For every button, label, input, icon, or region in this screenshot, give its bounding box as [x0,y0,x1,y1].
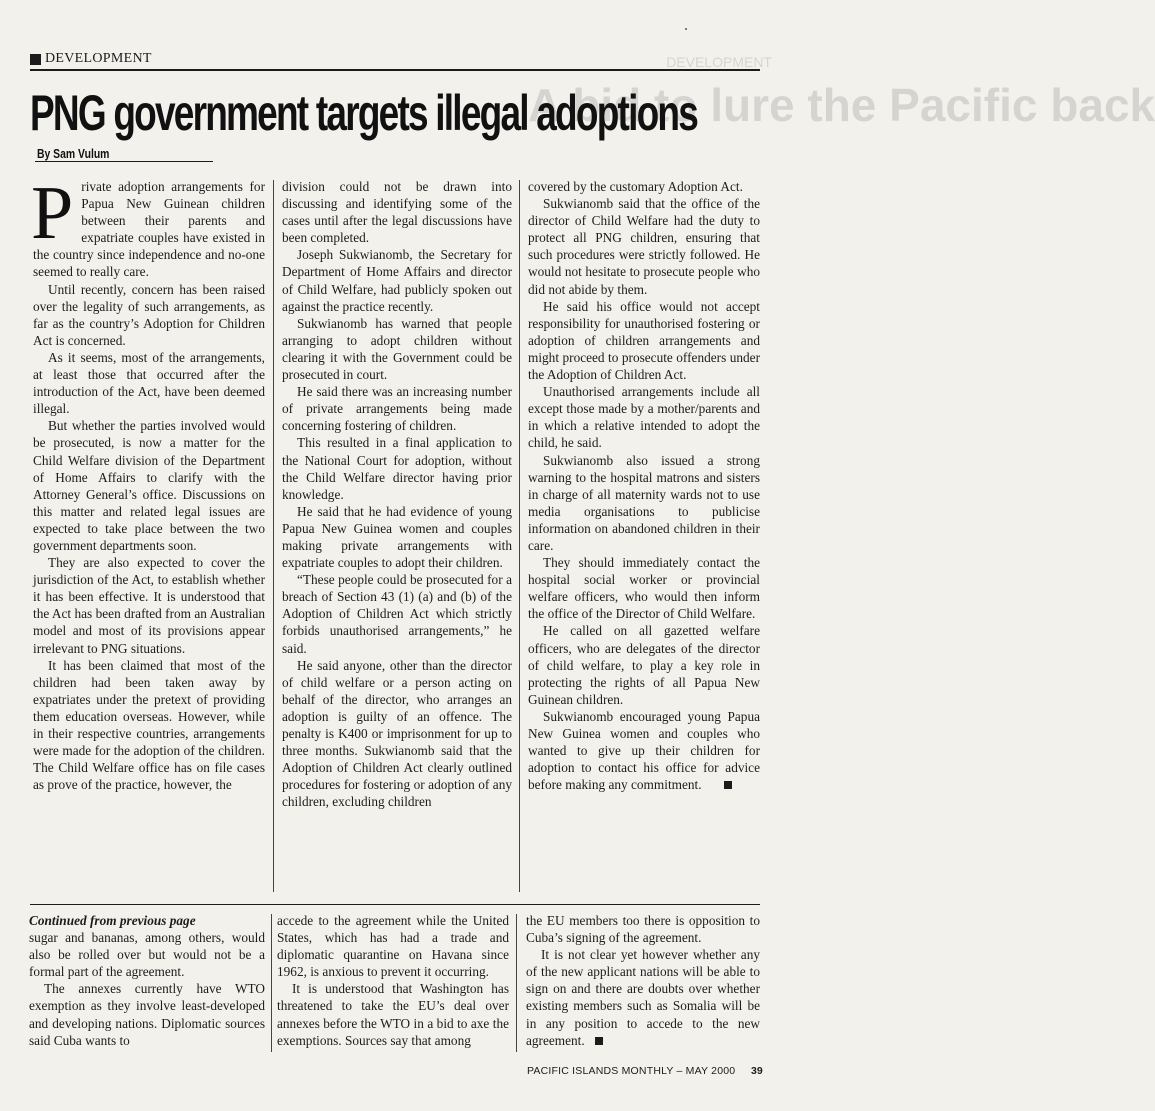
article-byline: By Sam Vulum [37,146,110,161]
article-paragraph: Private adoption arrangements for Papua New Guinean children between their parents and expatriate couples have existed in the country since independence and no-one seemed to really care. [31,171,265,280]
end-of-article-square-icon [724,781,732,789]
continued-paragraph: accede to the agreement while the United States, which has had a trade and diplomatic quarantine on Havana since 1962, is anxious to prevent it occurring. [277,913,509,980]
article-paragraph: Sukwianomb said that the office of the director of Child Welfare had the duty to protect all PNG children, ensuring that such procedures were strictly followed. He would not hesitate to prosecute people who did not abide by them. [528,196,760,297]
article-paragraph: Unauthorised arrangements include all except those made by a mother/parents and in which a relative intended to adopt the child, he said. [528,384,760,451]
article-paragraph: He said his office would not accept responsibility for unauthorised fostering or adoption of children arrangements and might proceed to prosecute offenders under the Adoption of Children Act. [528,298,760,383]
article-paragraph: They should immediately contact the hospital social worker or provincial welfare officers, who would then inform the office of the Director of Child Welfare. [528,555,760,622]
column-divider [271,914,272,1052]
article-paragraph: This resulted in a final application to the National Court for adoption, without the Child Welfare director having prior knowledge. [282,435,512,502]
continued-paragraph: the EU members too there is opposition to Cuba’s signing of the agreement. [526,913,760,946]
continued-column-3 [526,912,760,1049]
article-paragraph: He called on all gazetted welfare officers, who are delegates of the director of child welfare, to play a key role in protecting the rights of all Papua New Guinean children. [528,623,760,707]
column-divider [519,180,520,892]
article-column-2 [282,178,512,810]
article-paragraph: They are also expected to cover the jurisdiction of the Act, to establish whether it has been effective. It is understood that the Act has been drafted from an Australian model and most of its provisions appear irrelevant to PNG situations. [33,555,265,656]
article-paragraph: He said there was an increasing number of private arrangements being made concerning fostering of children. [282,384,512,434]
byline-rule [35,161,213,162]
article-paragraph: Until recently, concern has been raised over the legality of such arrangements, as far as the country’s Adoption for Children Act is concerned. [33,281,265,348]
article-paragraph: Sukwianomb encouraged young Papua New Guinea women and couples who wanted to give up their children for adoption to contact his office for advice before making any commitment. [528,708,760,793]
footer-publication: PACIFIC ISLANDS MONTHLY – MAY 2000 [527,1065,736,1077]
continued-column-1 [29,912,265,1049]
section-label: DEVELOPMENT [45,51,152,66]
section-square-icon [30,54,41,65]
continued-label: Continued from previous page [29,913,196,928]
article-paragraph: “These people could be prosecuted for a breach of Section 43 (1) (a) and (b) of the Adoption of Children Act which strictly forbids unauthorised arrangements,” he said. [282,572,512,656]
article-column-3 [528,178,760,793]
section-rule [30,69,760,71]
drop-cap: P [31,171,74,255]
article-paragraph: It has been claimed that most of the children had been taken away by expatriates under the pretext of providing them education overseas. However, while in their respective countries, arrangements were made for the adoption of the children. The Child Welfare office has on file cases as prove of the practice, however, the [33,657,265,793]
article-paragraph: Joseph Sukwianomb, the Secretary for Department of Home Affairs and director of Child Welfare, had publicly spoken out against the practice recently. [282,247,512,314]
article-paragraph: As it seems, most of the arrangements, at least those that occurred after the introduction of the Act, have been deemed illegal. [33,349,265,417]
article-paragraph: Sukwianomb also issued a strong warning to the hospital matrons and sisters in charge of all maternity wards not to use media organisations to publicise information on abandoned children in their care. [528,452,760,553]
ghost-headline: A bid to lure the Pacific back [528,79,1155,131]
article-paragraph: He said anyone, other than the director of child welfare or a person acting on behalf of the director, who arranges an adoption is guilty of an offence. The penalty is K400 or imprisonment for up to three months. Sukwianomb said that the Adoption of Children Act clearly outlined procedures for fostering or adoption of any children, excluding children [282,657,512,810]
continuation-divider [30,904,760,905]
article-column-1 [31,171,265,793]
section-header [30,51,760,67]
article-paragraph: covered by the customary Adoption Act. [528,179,743,194]
article-headline: PNG government targets illegal adoptions [30,85,698,141]
ghost-section-label: DEVELOPMENT [666,54,772,70]
article-paragraph: division could not be drawn into discussing and identifying some of the cases until after the legal discussions have been completed. [282,179,512,246]
continued-paragraph: It is not clear yet however whether any of the new applicant nations will be able to sign on and there are doubts over whether existing members such as Somalia will be in any position to accede to the new agreement. [526,947,760,1048]
page-number: 39 [751,1065,763,1077]
continued-paragraph: It is understood that Washington has threatened to take the EU’s deal over annexes before the WTO in a bid to axe the exemptions. Sources say that among [277,981,509,1048]
article-paragraph: Sukwianomb has warned that people arranging to adopt children without clearing it with the Government could be prosecuted in court. [282,315,512,383]
continued-column-2 [277,912,509,1049]
column-divider [273,180,274,892]
article-paragraph: But whether the parties involved would be prosecuted, is now a matter for the Child Welfare division of the Department of Home Affairs to clarify with the Attorney General’s office. Discussions on this matter and related legal issues are expected to take place between the two government departments soon. [33,418,265,553]
continued-paragraph: The annexes currently have WTO exemption as they involve least-developed and developing nations. Diplomatic sources said Cuba wants to [29,981,265,1048]
print-speck [685,28,687,30]
column-divider [516,914,517,1052]
continued-paragraph: sugar and bananas, among others, would also be rolled over but would not be a formal part of the agreement. [29,930,265,980]
article-paragraph: He said that he had evidence of young Papua New Guinea women and couples making private arrangements with expatriate couples to adopt their children. [282,503,512,571]
end-of-article-square-icon [595,1037,603,1045]
